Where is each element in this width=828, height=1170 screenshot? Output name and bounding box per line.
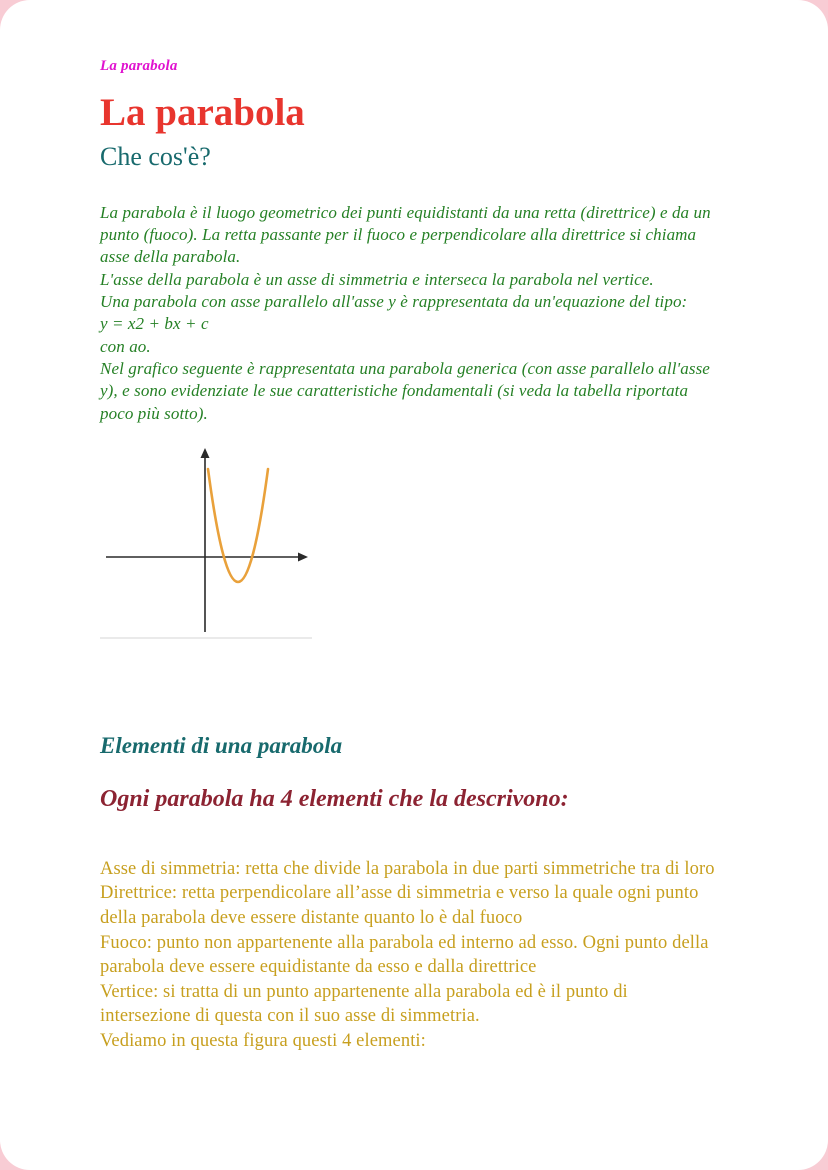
intro-line: Nel grafico seguente è rappresentata una parabola generica (con asse parallelo all'asse <box>100 358 710 378</box>
y-axis-arrow-icon <box>201 448 210 458</box>
elements-line-asse: Asse di simmetria: retta che divide la parabola in due parti simmetriche tra di loro <box>100 858 715 879</box>
elements-line-vertice: Vertice: si tratta di un punto appartenente alla parabola ed è il punto di <box>100 981 628 1002</box>
intro-line-equation: y = x2 + bx + c <box>100 314 209 334</box>
elements-line-direttrice: Direttrice: retta perpendicolare all’asse di simmetria e verso la quale ogni punto <box>100 883 699 904</box>
intro-paragraph <box>100 202 728 425</box>
intro-line: Una parabola con asse parallelo all'asse y è rappresentata da un'equazione del tipo: <box>100 292 688 312</box>
elements-line: della parabola deve essere distante quanto lo è dal fuoco <box>100 908 523 929</box>
intro-line: L'asse della parabola è un asse di simmetria e interseca la parabola nel vertice. <box>100 269 654 289</box>
elements-line: parabola deve essere equidistante da esso e dalla direttrice <box>100 957 537 978</box>
page-tag: La parabola <box>100 58 178 74</box>
intro-line: poco più sotto). <box>100 403 208 423</box>
x-axis-arrow-icon <box>298 552 308 561</box>
section-heading-che-cose: Che cos'è? <box>100 141 211 171</box>
elements-line: intersezione di questa con il suo asse di simmetria. <box>100 1006 480 1027</box>
intro-line: asse della parabola. <box>100 247 241 267</box>
parabola-curve <box>208 469 268 582</box>
intro-line: La parabola è il luogo geometrico dei punti equidistanti da una retta (direttrice) e da un <box>100 202 711 222</box>
intro-line: con ao. <box>100 336 151 356</box>
intro-line: punto (fuoco). La retta passante per il fuoco e perpendicolare alla direttrice si chiama <box>100 225 697 245</box>
parabola-figure <box>100 446 728 649</box>
elements-subheading: Ogni parabola ha 4 elementi che la descrivono: <box>100 785 569 812</box>
elements-line-closing: Vediamo in questa figura questi 4 elementi: <box>100 1030 426 1051</box>
elements-line-fuoco: Fuoco: punto non appartenente alla parabola ed interno ad esso. Ogni punto della <box>100 932 709 953</box>
intro-line: y), e sono evidenziate le sue caratteristiche fondamentali (si veda la tabella riportata <box>100 381 689 401</box>
elements-paragraph <box>100 857 728 1054</box>
page-title: La parabola <box>100 91 305 134</box>
parabola-graph <box>100 446 316 644</box>
section-heading-elementi: Elementi di una parabola <box>100 732 343 758</box>
